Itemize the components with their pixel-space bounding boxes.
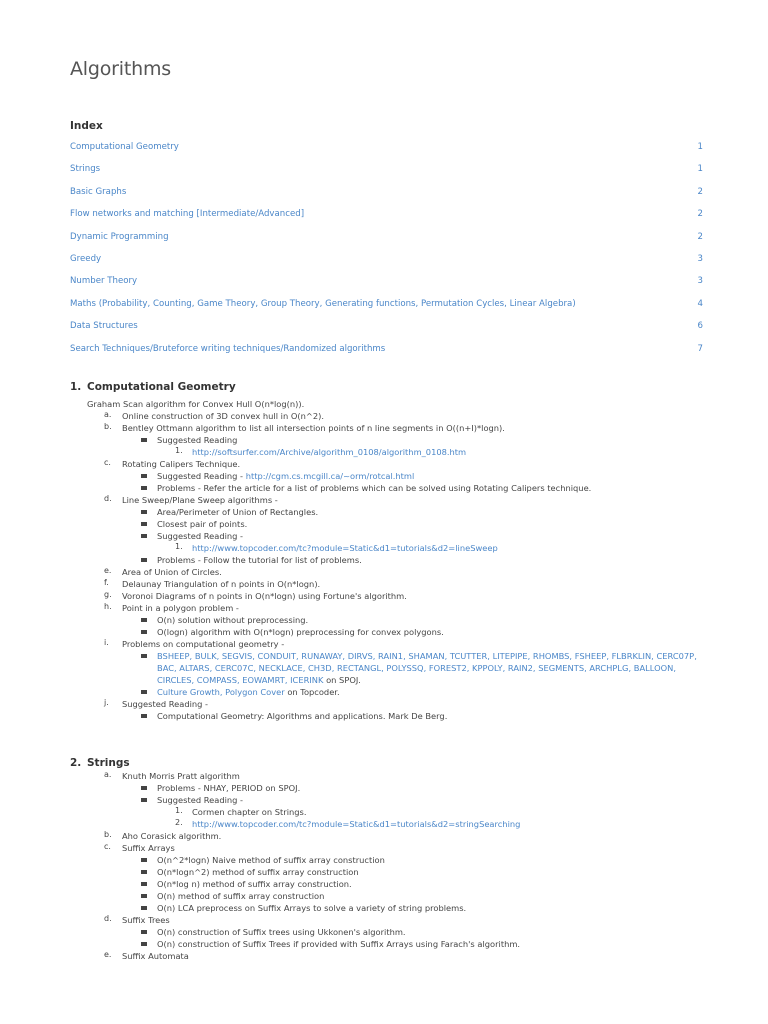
list-item xyxy=(157,470,414,482)
list-item: Problems - Follow the tutorial for list of problems. xyxy=(157,555,362,565)
toc-entry xyxy=(70,298,703,320)
list-item: Suffix Arrays xyxy=(122,843,175,853)
list-item: Line Sweep/Plane Sweep algorithms - xyxy=(122,495,278,505)
list-item: Suggested Reading xyxy=(157,435,238,445)
toc-page-number[interactable]: 2 xyxy=(697,231,703,242)
toc-link[interactable]: Strings xyxy=(70,164,101,175)
toc-page-number[interactable]: 1 xyxy=(697,164,703,175)
bullet-icon xyxy=(141,786,147,790)
list-label: h. xyxy=(104,602,112,611)
bullet-icon xyxy=(141,558,147,562)
page-title: Algorithms xyxy=(70,58,171,80)
list-item: Area of Union of Circles. xyxy=(122,567,222,577)
list-label: c. xyxy=(104,842,111,851)
toc-page-number[interactable]: 3 xyxy=(697,276,703,287)
bullet-icon xyxy=(141,486,147,490)
bullet-icon xyxy=(141,522,147,526)
list-label: j. xyxy=(104,698,109,707)
bullet-icon xyxy=(141,714,147,718)
bullet-icon xyxy=(141,630,147,634)
toc-link[interactable]: Basic Graphs xyxy=(70,186,127,197)
toc-entry xyxy=(70,231,703,253)
toc-entry xyxy=(70,186,703,208)
toc-page-number[interactable]: 1 xyxy=(697,142,703,152)
list-item: Problems - Refer the article for a list of problems which can be solved using Rotating Calipers technique. xyxy=(157,483,592,493)
list-item: Aho Corasick algorithm. xyxy=(122,831,222,841)
list-label: c. xyxy=(104,458,111,467)
toc-page-number[interactable]: 2 xyxy=(697,209,703,220)
list-item: O(n) method of suffix array construction xyxy=(157,891,325,901)
list-label: 1. xyxy=(175,446,183,455)
toc-entry xyxy=(70,253,703,275)
toc-page-number[interactable]: 3 xyxy=(697,253,703,264)
list-label: e. xyxy=(104,950,112,959)
toc-entry xyxy=(70,320,703,342)
section-heading-strings xyxy=(70,757,130,769)
list-item: O(n*log n) method of suffix array construction. xyxy=(157,879,352,889)
toc-entry xyxy=(70,275,703,297)
list-item: Suggested Reading - xyxy=(157,531,244,541)
bullet-icon xyxy=(141,798,147,802)
list-label: a. xyxy=(104,410,112,419)
toc-link[interactable]: Search Techniques/Bruteforce writing techniques/Randomized algorithms xyxy=(70,343,386,354)
list-item: Closest pair of points. xyxy=(157,519,248,529)
toc-entry xyxy=(70,208,703,230)
list-label: d. xyxy=(104,494,112,503)
list-item: Cormen chapter on Strings. xyxy=(192,807,307,817)
bullet-icon xyxy=(141,474,147,478)
list-item: O(logn) algorithm with O(n*logn) preprocessing for convex polygons. xyxy=(157,627,444,637)
bullet-icon xyxy=(141,654,147,658)
list-label: a. xyxy=(104,770,112,779)
problem-links[interactable]: BAC, ALTARS, CERC07C, NECKLACE, CH3D, RECTANGL, POLYSSQ, FOREST2, KPPOLY, RAIN2, SEGMENTS, ARCHPLG, BALLOON, xyxy=(157,663,676,673)
list-label: d. xyxy=(104,914,112,923)
list-item: O(n) construction of Suffix trees using Ukkonen's algorithm. xyxy=(157,927,406,937)
list-item: Bentley Ottmann algorithm to list all intersection points of n line segments in O((n+I)*logn). xyxy=(122,423,505,433)
toc-page-number[interactable]: 6 xyxy=(697,321,703,332)
bullet-icon xyxy=(141,894,147,898)
list-item: Problems - NHAY, PERIOD on SPOJ. xyxy=(157,783,301,793)
bullet-icon xyxy=(141,690,147,694)
list-label: f. xyxy=(104,578,109,587)
list-item: Suffix Trees xyxy=(122,915,170,925)
section-title: Computational Geometry xyxy=(87,381,236,393)
list-item: Rotating Calipers Technique. xyxy=(122,459,241,469)
list-item: Knuth Morris Pratt algorithm xyxy=(122,771,240,781)
toc-entry xyxy=(70,141,703,163)
table-of-contents xyxy=(70,141,703,365)
list-item: O(n) LCA preprocess on Suffix Arrays to solve a variety of string problems. xyxy=(157,903,467,913)
list-item: Online construction of 3D convex hull in O(n^2). xyxy=(122,411,324,421)
list-label: 1. xyxy=(175,806,183,815)
list-item: Point in a polygon problem - xyxy=(122,603,239,613)
list-item xyxy=(157,686,340,698)
section-number: 1. xyxy=(70,381,82,393)
list-item: Suffix Automata xyxy=(122,951,189,961)
list-item: Area/Perimeter of Union of Rectangles. xyxy=(157,507,319,517)
toc-link[interactable]: Computational Geometry xyxy=(70,142,179,152)
list-item: Voronoi Diagrams of n points in O(n*logn) using Fortune's algorithm. xyxy=(122,591,407,601)
section-title: Strings xyxy=(87,757,130,769)
reference-link[interactable]: http://cgm.cs.mcgill.ca/~orm/rotcal.html xyxy=(245,471,415,481)
list-item: Suggested Reading - xyxy=(122,699,209,709)
list-item: O(n^2*logn) Naive method of suffix array construction xyxy=(157,855,385,865)
toc-link[interactable]: Dynamic Programming xyxy=(70,231,169,242)
list-label: e. xyxy=(104,566,112,575)
list-label: b. xyxy=(104,830,112,839)
section-number: 2. xyxy=(70,757,82,769)
list-label: i. xyxy=(104,638,109,647)
toc-link[interactable]: Flow networks and matching [Intermediate/Advanced] xyxy=(70,209,305,220)
bullet-icon xyxy=(141,882,147,886)
list-label: g. xyxy=(104,590,112,599)
list-item: O(n*logn^2) method of suffix array construction xyxy=(157,867,359,877)
reference-link[interactable]: http://www.topcoder.com/tc?module=Static&d1=tutorials&d2=stringSearching xyxy=(192,819,521,829)
list-item: Computational Geometry: Algorithms and applications. Mark De Berg. xyxy=(157,711,448,721)
toc-link[interactable]: Number Theory xyxy=(70,276,138,287)
toc-page-number[interactable]: 2 xyxy=(697,186,703,197)
toc-link[interactable]: Greedy xyxy=(70,253,102,264)
bullet-icon xyxy=(141,858,147,862)
problem-links[interactable]: CIRCLES, COMPASS, EOWAMRT, ICERINK xyxy=(157,675,324,685)
bullet-icon xyxy=(141,534,147,538)
list-item: Problems on computational geometry - xyxy=(122,639,285,649)
list-item: O(n) solution without preprocessing. xyxy=(157,615,309,625)
item-text: on Topcoder. xyxy=(284,687,340,697)
section-intro: Graham Scan algorithm for Convex Hull O(n*log(n)). xyxy=(87,399,305,409)
bullet-icon xyxy=(141,870,147,874)
problem-links[interactable]: Culture Growth, Polygon Cover xyxy=(157,687,285,697)
toc-entry xyxy=(70,343,703,365)
toc-entry xyxy=(70,163,703,185)
bullet-icon xyxy=(141,930,147,934)
bullet-icon xyxy=(141,942,147,946)
toc-page-number[interactable]: 7 xyxy=(697,343,703,354)
list-label: 2. xyxy=(175,818,183,827)
toc-page-number[interactable]: 4 xyxy=(697,298,703,309)
item-text: on SPOJ. xyxy=(323,675,361,685)
reference-link[interactable]: http://softsurfer.com/Archive/algorithm_0108/algorithm_0108.htm xyxy=(192,447,467,457)
list-item: Suggested Reading - xyxy=(157,795,244,805)
section-heading-computational-geometry xyxy=(70,381,236,393)
bullet-icon xyxy=(141,618,147,622)
index-heading: Index xyxy=(70,120,103,132)
list-label: b. xyxy=(104,422,112,431)
problem-links[interactable]: BSHEEP, BULK, SEGVIS, CONDUIT, RUNAWAY, DIRVS, RAIN1, SHAMAN, TCUTTER, LITEPIPE, RHOMBS, FSHEEP, FLBRKLIN, CERC07P, xyxy=(157,651,697,661)
toc-link[interactable]: Maths (Probability, Counting, Game Theory, Group Theory, Generating functions, Permutation Cycles, Linear Algebra) xyxy=(70,298,576,309)
bullet-icon xyxy=(141,906,147,910)
list-item: Delaunay Triangulation of n points in O(n*logn). xyxy=(122,579,321,589)
list-label: 1. xyxy=(175,542,183,551)
item-text: Suggested Reading - xyxy=(157,471,246,481)
bullet-icon xyxy=(141,510,147,514)
bullet-icon xyxy=(141,438,147,442)
toc-link[interactable]: Data Structures xyxy=(70,321,138,332)
list-item xyxy=(157,674,361,686)
list-item: O(n) construction of Suffix Trees if provided with Suffix Arrays using Farach's algorithm. xyxy=(157,939,521,949)
reference-link[interactable]: http://www.topcoder.com/tc?module=Static&d1=tutorials&d2=lineSweep xyxy=(192,543,498,553)
